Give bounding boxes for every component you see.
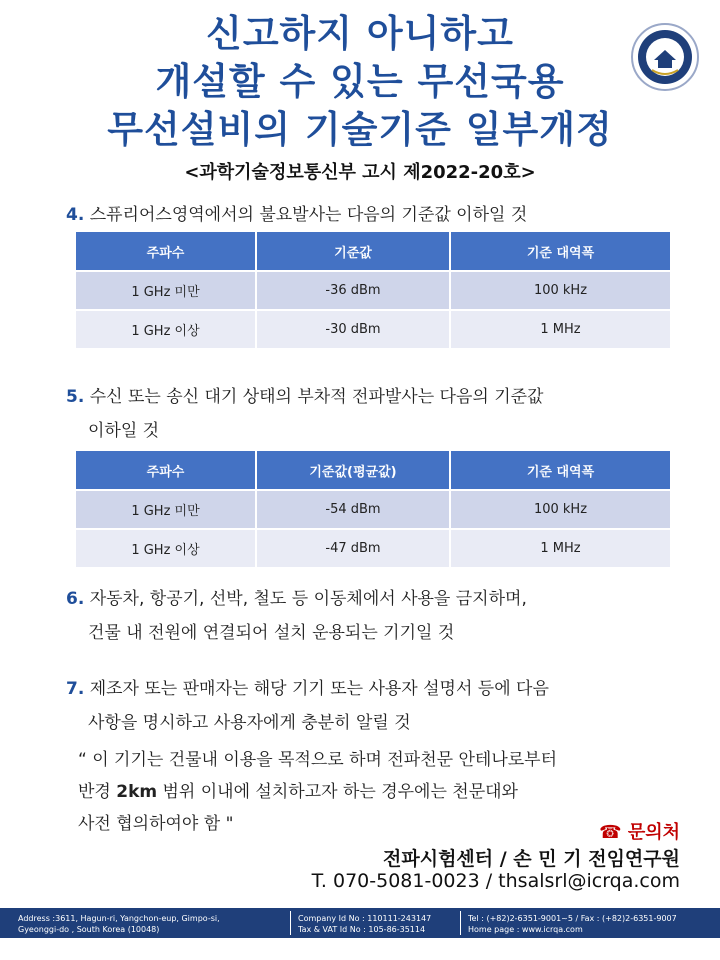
section-6-text-line-2: 건물 내 전원에 연결되어 설치 운용되는 기기일 것 — [88, 623, 455, 643]
section-7 — [66, 672, 686, 740]
quote-distance: 2km — [116, 782, 158, 802]
secondary-emission-table — [76, 451, 670, 567]
contact-phone-email: T. 070-5081-0023 / thsalsrl@icrqa.com — [311, 870, 680, 892]
section-4 — [66, 198, 686, 232]
table4-cell: -36 dBm — [256, 271, 450, 310]
quote-line-2 — [78, 776, 688, 808]
title-line-1: 신고하지 아니하고 — [206, 12, 514, 55]
section-4-text: 스퓨리어스영역에서의 불요발사는 다음의 기준값 이하일 것 — [89, 205, 528, 225]
phone-icon: ☎ — [599, 822, 622, 843]
document-subtitle: <과학기술정보통신부 고시 제2022-20호> — [184, 162, 536, 183]
table5-header-frequency: 주파수 — [76, 451, 256, 490]
table4-cell: 1 MHz — [450, 310, 670, 348]
notice-quote — [78, 744, 688, 840]
table4-header-bandwidth: 기준 대역폭 — [450, 232, 670, 271]
table5-header-bandwidth: 기준 대역폭 — [450, 451, 670, 490]
footer-bar — [0, 908, 720, 938]
title-line-3: 무선설비의 기술기준 일부개정 — [107, 108, 613, 151]
contact-label: 문의처 — [627, 822, 680, 843]
document-title — [0, 10, 720, 154]
table4-cell: -30 dBm — [256, 310, 450, 348]
section-6-number: 6. — [66, 589, 85, 609]
contact-person: 전파시험센터 / 손 민 기 전임연구원 — [383, 848, 680, 870]
table-row — [76, 490, 670, 529]
table4-cell: 100 kHz — [450, 271, 670, 310]
section-6 — [66, 582, 686, 650]
footer-address — [18, 913, 220, 935]
quote-line-2-end: 범위 이내에 설치하고자 하는 경우에는 천문대와 — [157, 782, 518, 802]
table5-cell: 1 GHz 미만 — [76, 490, 256, 529]
footer-address-line-2: Gyeonggi-do , South Korea (10048) — [18, 925, 160, 934]
table5-cell: 100 kHz — [450, 490, 670, 529]
table4-cell: 1 GHz 이상 — [76, 310, 256, 348]
footer-company-line-2: Tax & VAT Id No : 105-86-35114 — [298, 925, 426, 934]
table4-cell: 1 GHz 미만 — [76, 271, 256, 310]
footer-contact — [468, 913, 677, 935]
footer-address-line-1: Address :3611, Hagun-ri, Yangchon-eup, Gimpo-si, — [18, 914, 220, 923]
spurious-emission-table — [76, 232, 670, 348]
table5-cell: 1 GHz 이상 — [76, 529, 256, 567]
icr-logo-icon — [630, 22, 700, 92]
section-7-number: 7. — [66, 679, 85, 699]
table5-cell: 1 MHz — [450, 529, 670, 567]
table-row — [76, 310, 670, 348]
table4-header-frequency: 주파수 — [76, 232, 256, 271]
quote-line-1: “ 이 기기는 건물내 이용을 목적으로 하며 전파천문 안테나로부터 — [78, 750, 558, 770]
section-7-text-line-1: 제조자 또는 판매자는 해당 기기 또는 사용자 설명서 등에 다음 — [89, 679, 549, 699]
section-4-number: 4. — [66, 205, 85, 225]
table5-cell: -54 dBm — [256, 490, 450, 529]
footer-tel-fax: Tel : (+82)2-6351-9001~5 / Fax : (+82)2-6351-9007 — [468, 914, 677, 923]
section-6-text-line-1: 자동차, 항공기, 선박, 철도 등 이동체에서 사용을 금지하며, — [89, 589, 527, 609]
contact-heading — [599, 818, 680, 844]
footer-homepage-link[interactable]: Home page : www.icrqa.com — [468, 925, 583, 934]
footer-divider — [460, 911, 461, 935]
table4-header-limit: 기준값 — [256, 232, 450, 271]
title-line-2: 개설할 수 있는 무선국용 — [155, 60, 565, 103]
section-5-text-line-2: 이하일 것 — [88, 421, 160, 441]
footer-company — [298, 913, 431, 935]
logo-text: ICR — [657, 39, 673, 48]
footer-company-line-1: Company Id No : 110111-243147 — [298, 914, 432, 923]
table5-cell: -47 dBm — [256, 529, 450, 567]
table-row — [76, 271, 670, 310]
quote-line-2-start: 반경 — [78, 782, 117, 802]
table-row — [76, 529, 670, 567]
footer-divider — [290, 911, 291, 935]
section-5-number: 5. — [66, 387, 85, 407]
section-5-text-line-1: 수신 또는 송신 대기 상태의 부차적 전파발사는 다음의 기준값 — [89, 387, 544, 407]
table5-header-limit: 기준값(평균값) — [256, 451, 450, 490]
section-7-text-line-2: 사항을 명시하고 사용자에게 충분히 알릴 것 — [88, 713, 411, 733]
section-5 — [66, 380, 686, 448]
quote-line-3: 사전 협의하여야 함 " — [78, 814, 234, 834]
